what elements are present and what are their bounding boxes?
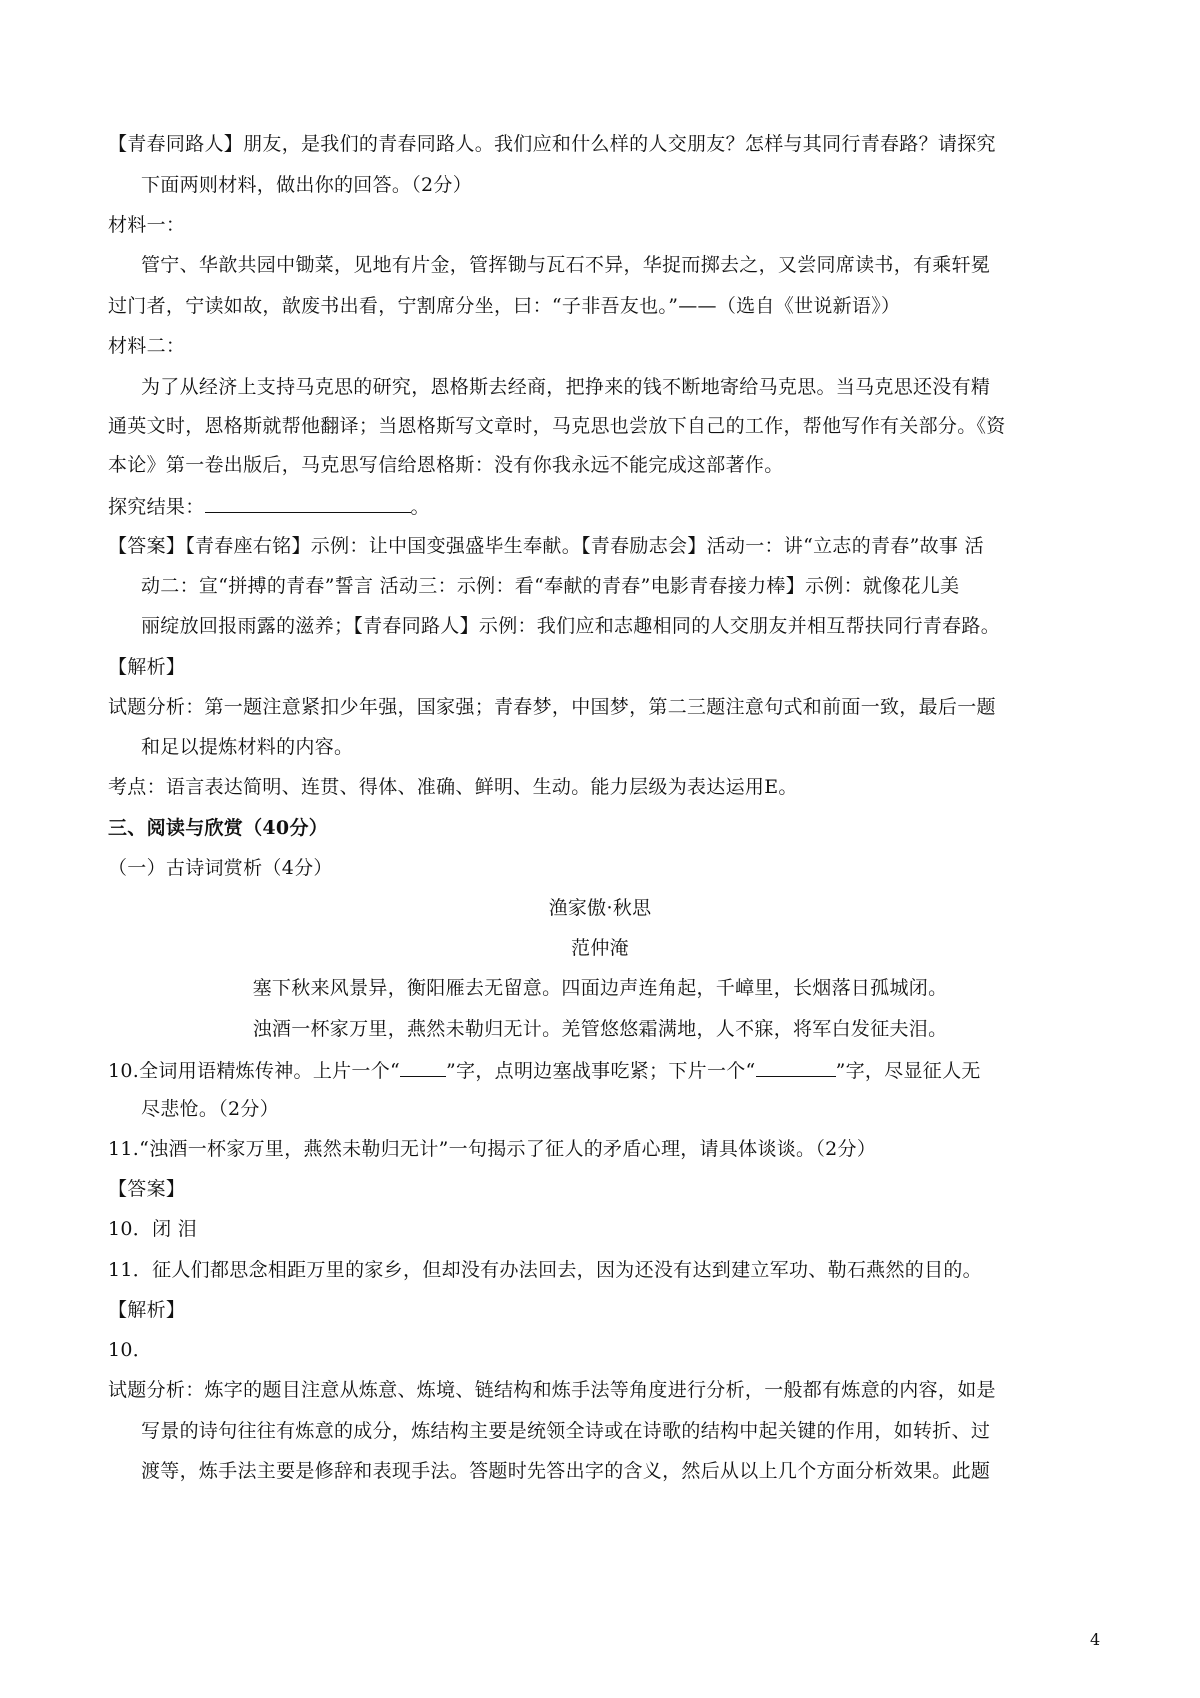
text-line: 过门者，宁读如故，歆废书出看，宁割席分坐，曰：“子非吾友也。”——（选自《世说新语》） (108, 295, 901, 317)
poem-line: 浊酒一杯家万里，燕然未勒归无计。羌管悠悠霜满地，人不寐，将军白发征夫泪。 (252, 1018, 948, 1040)
text-line: 丽绽放回报雨露的滋养；【青春同路人】示例：我们应和志趣相同的人交朋友并相互帮扶同行青春路。 (141, 615, 1001, 637)
answer-blank[interactable] (756, 1056, 836, 1077)
text-line: 为了从经济上支持马克思的研究，恩格斯去经商，把挣来的钱不断地寄给马克思。当马克思还没有精 (141, 376, 991, 398)
text-line: 试题分析：第一题注意紧扣少年强，国家强；青春梦，中国梦，第二三题注意句式和前面一致，最后一题 (108, 696, 996, 718)
answer-blank[interactable] (400, 1056, 446, 1077)
answer-blank[interactable] (205, 492, 411, 513)
section-heading: 三、阅读与欣赏（40分） (108, 817, 329, 839)
text-line: 考点：语言表达简明、连贯、得体、准确、鲜明、生动。能力层级为表达运用E。 (108, 776, 798, 798)
poem-line: 塞下秋来风景异，衡阳雁去无留意。四面边声连角起，千嶂里，长烟落日孤城闭。 (252, 977, 948, 999)
text-line: 渡等，炼手法主要是修辞和表现手法。答题时先答出字的含义，然后从以上几个方面分析效果。此题 (141, 1460, 991, 1482)
text-line: 和足以提炼材料的内容。 (141, 736, 354, 758)
period: 。 (410, 496, 430, 518)
text-line: 材料二： (108, 335, 186, 357)
text-line: 写景的诗句往往有炼意的成分，炼结构主要是统领全诗或在诗歌的结构中起关键的作用，如转折、过 (141, 1420, 991, 1442)
text-line: 10． (108, 1339, 153, 1361)
poem-author: 范仲淹 (571, 937, 629, 959)
text-line: 材料一： (108, 214, 186, 236)
text-line: 【青春同路人】朋友，是我们的青春同路人。我们应和什么样的人交朋友？怎样与其同行青春路？请探究 (108, 133, 996, 155)
text-line: 试题分析：炼字的题目注意从炼意、炼境、链结构和炼手法等角度进行分析，一般都有炼意的内容，如是 (108, 1379, 996, 1401)
question-text: ”字，点明边塞战事吃紧；下片一个“ (446, 1060, 756, 1082)
text-line: 通英文时，恩格斯就帮他翻译；当恩格斯写文章时，马克思也尝放下自己的工作，帮他写作有关部分。《资 (108, 415, 1006, 437)
text-line: 管宁、华歆共园中锄菜，见地有片金，管挥锄与瓦石不异，华捉而掷去之，又尝同席读书，有乘轩冕 (141, 254, 991, 276)
text-line: 10．闭 泪 (108, 1218, 198, 1240)
question-10 (108, 1056, 1108, 1084)
text-line: 【解析】 (108, 1299, 186, 1321)
text-line: 11．征人们都思念相距万里的家乡，但却没有办法回去，因为还没有达到建立军功、勒石燕然的目的。 (108, 1259, 982, 1281)
text-line: 动二：宣“拼搏的青春”誓言 活动三：示例：看“奉献的青春”电影青春接力棒】示例：就像花儿美 (141, 575, 960, 597)
question-text: ”字，尽显征人无 (835, 1060, 981, 1082)
inquiry-result-label: 探究结果： (108, 496, 205, 518)
text-line: 【答案】 (108, 1178, 186, 1200)
text-line: 下面两则材料，做出你的回答。（2分） (141, 174, 472, 196)
question-11: 11.“浊酒一杯家万里，燕然未勒归无计”一句揭示了征人的矛盾心理，请具体谈谈。（2分） (108, 1138, 877, 1160)
poem-title: 渔家傲·秋思 (548, 897, 652, 919)
text-line: 【解析】 (108, 656, 186, 678)
text-line: 【答案】【青春座右铭】示例：让中国变强盛毕生奉献。【青春励志会】活动一：讲“立志的青春”故事 活 (108, 535, 984, 557)
inquiry-result-line (108, 492, 1108, 520)
question-text: 10.全词用语精炼传神。上片一个“ (108, 1060, 401, 1082)
text-line: 本论》第一卷出版后，马克思写信给恩格斯：没有你我永远不能完成这部著作。 (108, 454, 784, 476)
page-number: 4 (1090, 1630, 1101, 1649)
text-line: 尽悲怆。（2分） (141, 1098, 279, 1120)
subsection-heading: （一）古诗词赏析（4分） (108, 857, 333, 879)
